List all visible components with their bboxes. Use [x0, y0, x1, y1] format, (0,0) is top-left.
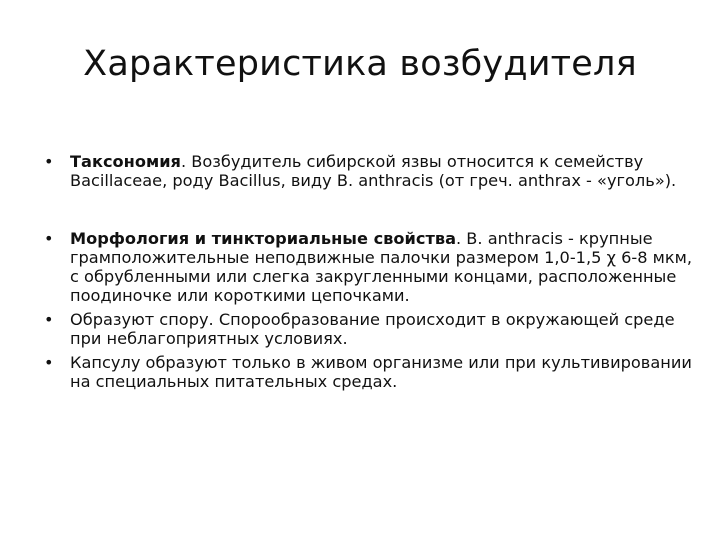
bullet-text-spore: Образуют спору. Спорообразование происходит в окружающей среде при неблагоприятных условиях. [70, 310, 675, 348]
bullet-heading-morphology: Морфология и тинкториальные свойства [70, 229, 457, 248]
bullet-taxonomy [44, 152, 694, 190]
bullet-capsule [44, 353, 694, 391]
bullet-morphology [44, 229, 694, 305]
bullet-text-morphology: . B. anthracis - крупные грамположительные неподвижные палочки размером 1,0-1,5 χ 6-8 мкм, с обрубленными или слегка закругленными концами, расположенные поодиночке или короткими цепочками. [70, 229, 693, 305]
bullet-text-capsule: Капсулу образуют только в живом организме или при культивировании на специальных питательных средах. [70, 353, 692, 391]
bullet-marker: • [44, 310, 54, 329]
slide-title: Характеристика возбудителя [83, 44, 637, 84]
bullet-marker: • [44, 152, 54, 171]
bullet-marker: • [44, 229, 54, 248]
bullet-heading-taxonomy: Таксономия [70, 152, 181, 171]
bullet-spore [44, 310, 694, 348]
bullet-text-taxonomy: . Возбудитель сибирской язвы относится к семейству Bacillaceae, роду Bacillus, виду B. anthracis (от греч. anthrax - «уголь»). [70, 152, 677, 190]
bullet-list [44, 152, 694, 391]
bullet-marker: • [44, 353, 54, 372]
